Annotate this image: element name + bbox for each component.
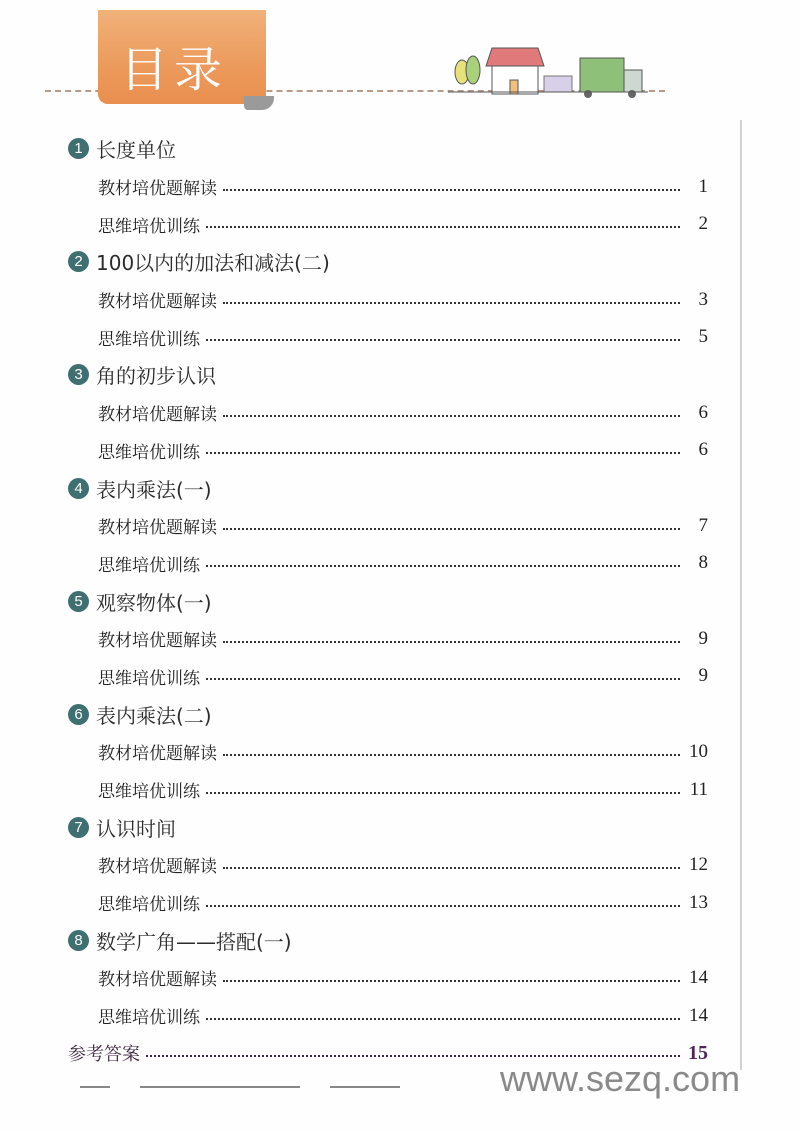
chapter-heading[interactable] [68,808,708,846]
toc-entry[interactable] [68,959,708,997]
toc-entry[interactable] [68,394,708,432]
title-banner [98,10,266,104]
footer-line [80,1086,110,1088]
chapter-number-badge: 6 [68,704,89,725]
page-number: 3 [698,288,708,310]
toc-entry[interactable] [68,432,708,470]
toc-entry[interactable] [68,168,708,206]
dot-leader [223,189,680,191]
chapter-heading[interactable] [68,243,708,281]
margin-rule [740,120,742,1070]
toc-entry[interactable] [68,884,708,922]
entry-label: 教材培优题解读 [98,405,217,426]
chapter-heading[interactable] [68,356,708,394]
chapter-heading[interactable] [68,130,708,168]
dot-leader [223,415,680,417]
chapter-number-badge: 8 [68,930,89,951]
entry-label: 思维培优训练 [98,895,200,916]
toc-entry[interactable] [68,846,708,884]
answers-label: 参考答案 [68,1044,140,1066]
footer-line [330,1086,400,1088]
toc-entry[interactable] [68,997,708,1035]
page-number: 7 [698,514,708,536]
table-of-contents [68,130,708,1072]
dot-leader [223,528,680,530]
entry-label: 教材培优题解读 [98,179,217,200]
chapter-title: 观察物体(一) [96,590,212,615]
entry-label: 思维培优训练 [98,668,200,689]
chapter-number-badge: 7 [68,817,89,838]
entry-label: 思维培优训练 [98,1008,200,1029]
chapter-number-badge: 5 [68,591,89,612]
page-number: 13 [689,891,708,913]
dot-leader [223,302,680,304]
toc-entry[interactable] [68,733,708,771]
chapter-heading[interactable] [68,921,708,959]
dot-leader [206,339,680,341]
dot-leader [223,980,680,982]
toc-entry[interactable] [68,205,708,243]
page-number: 1 [698,175,708,197]
toc-entry[interactable] [68,620,708,658]
entry-label: 教材培优题解读 [98,518,217,539]
chapter-heading[interactable] [68,469,708,507]
page-number: 2 [698,213,708,235]
chapter-title: 表内乘法(一) [96,477,212,502]
house-truck-illustration [448,44,648,98]
chapter-number-badge: 1 [68,138,89,159]
chapter-title: 数学广角——搭配(一) [96,929,292,954]
entry-label: 思维培优训练 [98,782,200,803]
entry-label: 教材培优题解读 [98,631,217,652]
dot-leader [223,867,680,869]
dot-leader [206,452,680,454]
page-number: 5 [698,326,708,348]
dot-leader [206,905,680,907]
toc-entry[interactable] [68,545,708,583]
page-number: 12 [689,853,708,875]
dot-leader [206,1018,680,1020]
chapter-title: 长度单位 [96,138,176,163]
chapter-heading[interactable] [68,695,708,733]
toc-entry[interactable] [68,771,708,809]
chapter-heading[interactable] [68,582,708,620]
footer-line [140,1086,300,1088]
dot-leader [206,226,680,228]
entry-label: 思维培优训练 [98,442,200,463]
dot-leader [206,792,680,794]
page-number: 11 [689,778,708,800]
page-number: 8 [698,552,708,574]
page-title: 目录 [120,42,229,98]
toc-entry[interactable] [68,281,708,319]
page-number: 9 [698,627,708,649]
chapter-title: 角的初步认识 [96,364,216,389]
page-number: 9 [698,665,708,687]
dot-leader [206,565,680,567]
toc-entry[interactable] [68,318,708,356]
page-number: 6 [698,439,708,461]
dot-leader [206,678,680,680]
page-number: 15 [688,1041,708,1064]
toc-entry[interactable] [68,658,708,696]
page-number: 10 [689,740,708,762]
entry-label: 思维培优训练 [98,329,200,350]
entry-label: 教材培优题解读 [98,970,217,991]
chapter-number-badge: 2 [68,251,89,272]
entry-label: 思维培优训练 [98,216,200,237]
chapter-number-badge: 4 [68,478,89,499]
page-number: 14 [689,966,708,988]
toc-entry[interactable] [68,507,708,545]
page-number: 6 [698,401,708,423]
page-number: 14 [689,1004,708,1026]
entry-label: 思维培优训练 [98,555,200,576]
entry-label: 教材培优题解读 [98,744,217,765]
entry-label: 教材培优题解读 [98,857,217,878]
chapter-title: 认识时间 [96,816,176,841]
dot-leader [223,754,680,756]
chapter-title: 表内乘法(二) [96,703,212,728]
dot-leader [223,641,680,643]
chapter-number-badge: 3 [68,364,89,385]
chapter-title: 100以内的加法和减法(二) [96,251,330,276]
banner-tab [244,96,274,110]
watermark: www.sezq.com [500,1058,741,1099]
entry-label: 教材培优题解读 [98,292,217,313]
